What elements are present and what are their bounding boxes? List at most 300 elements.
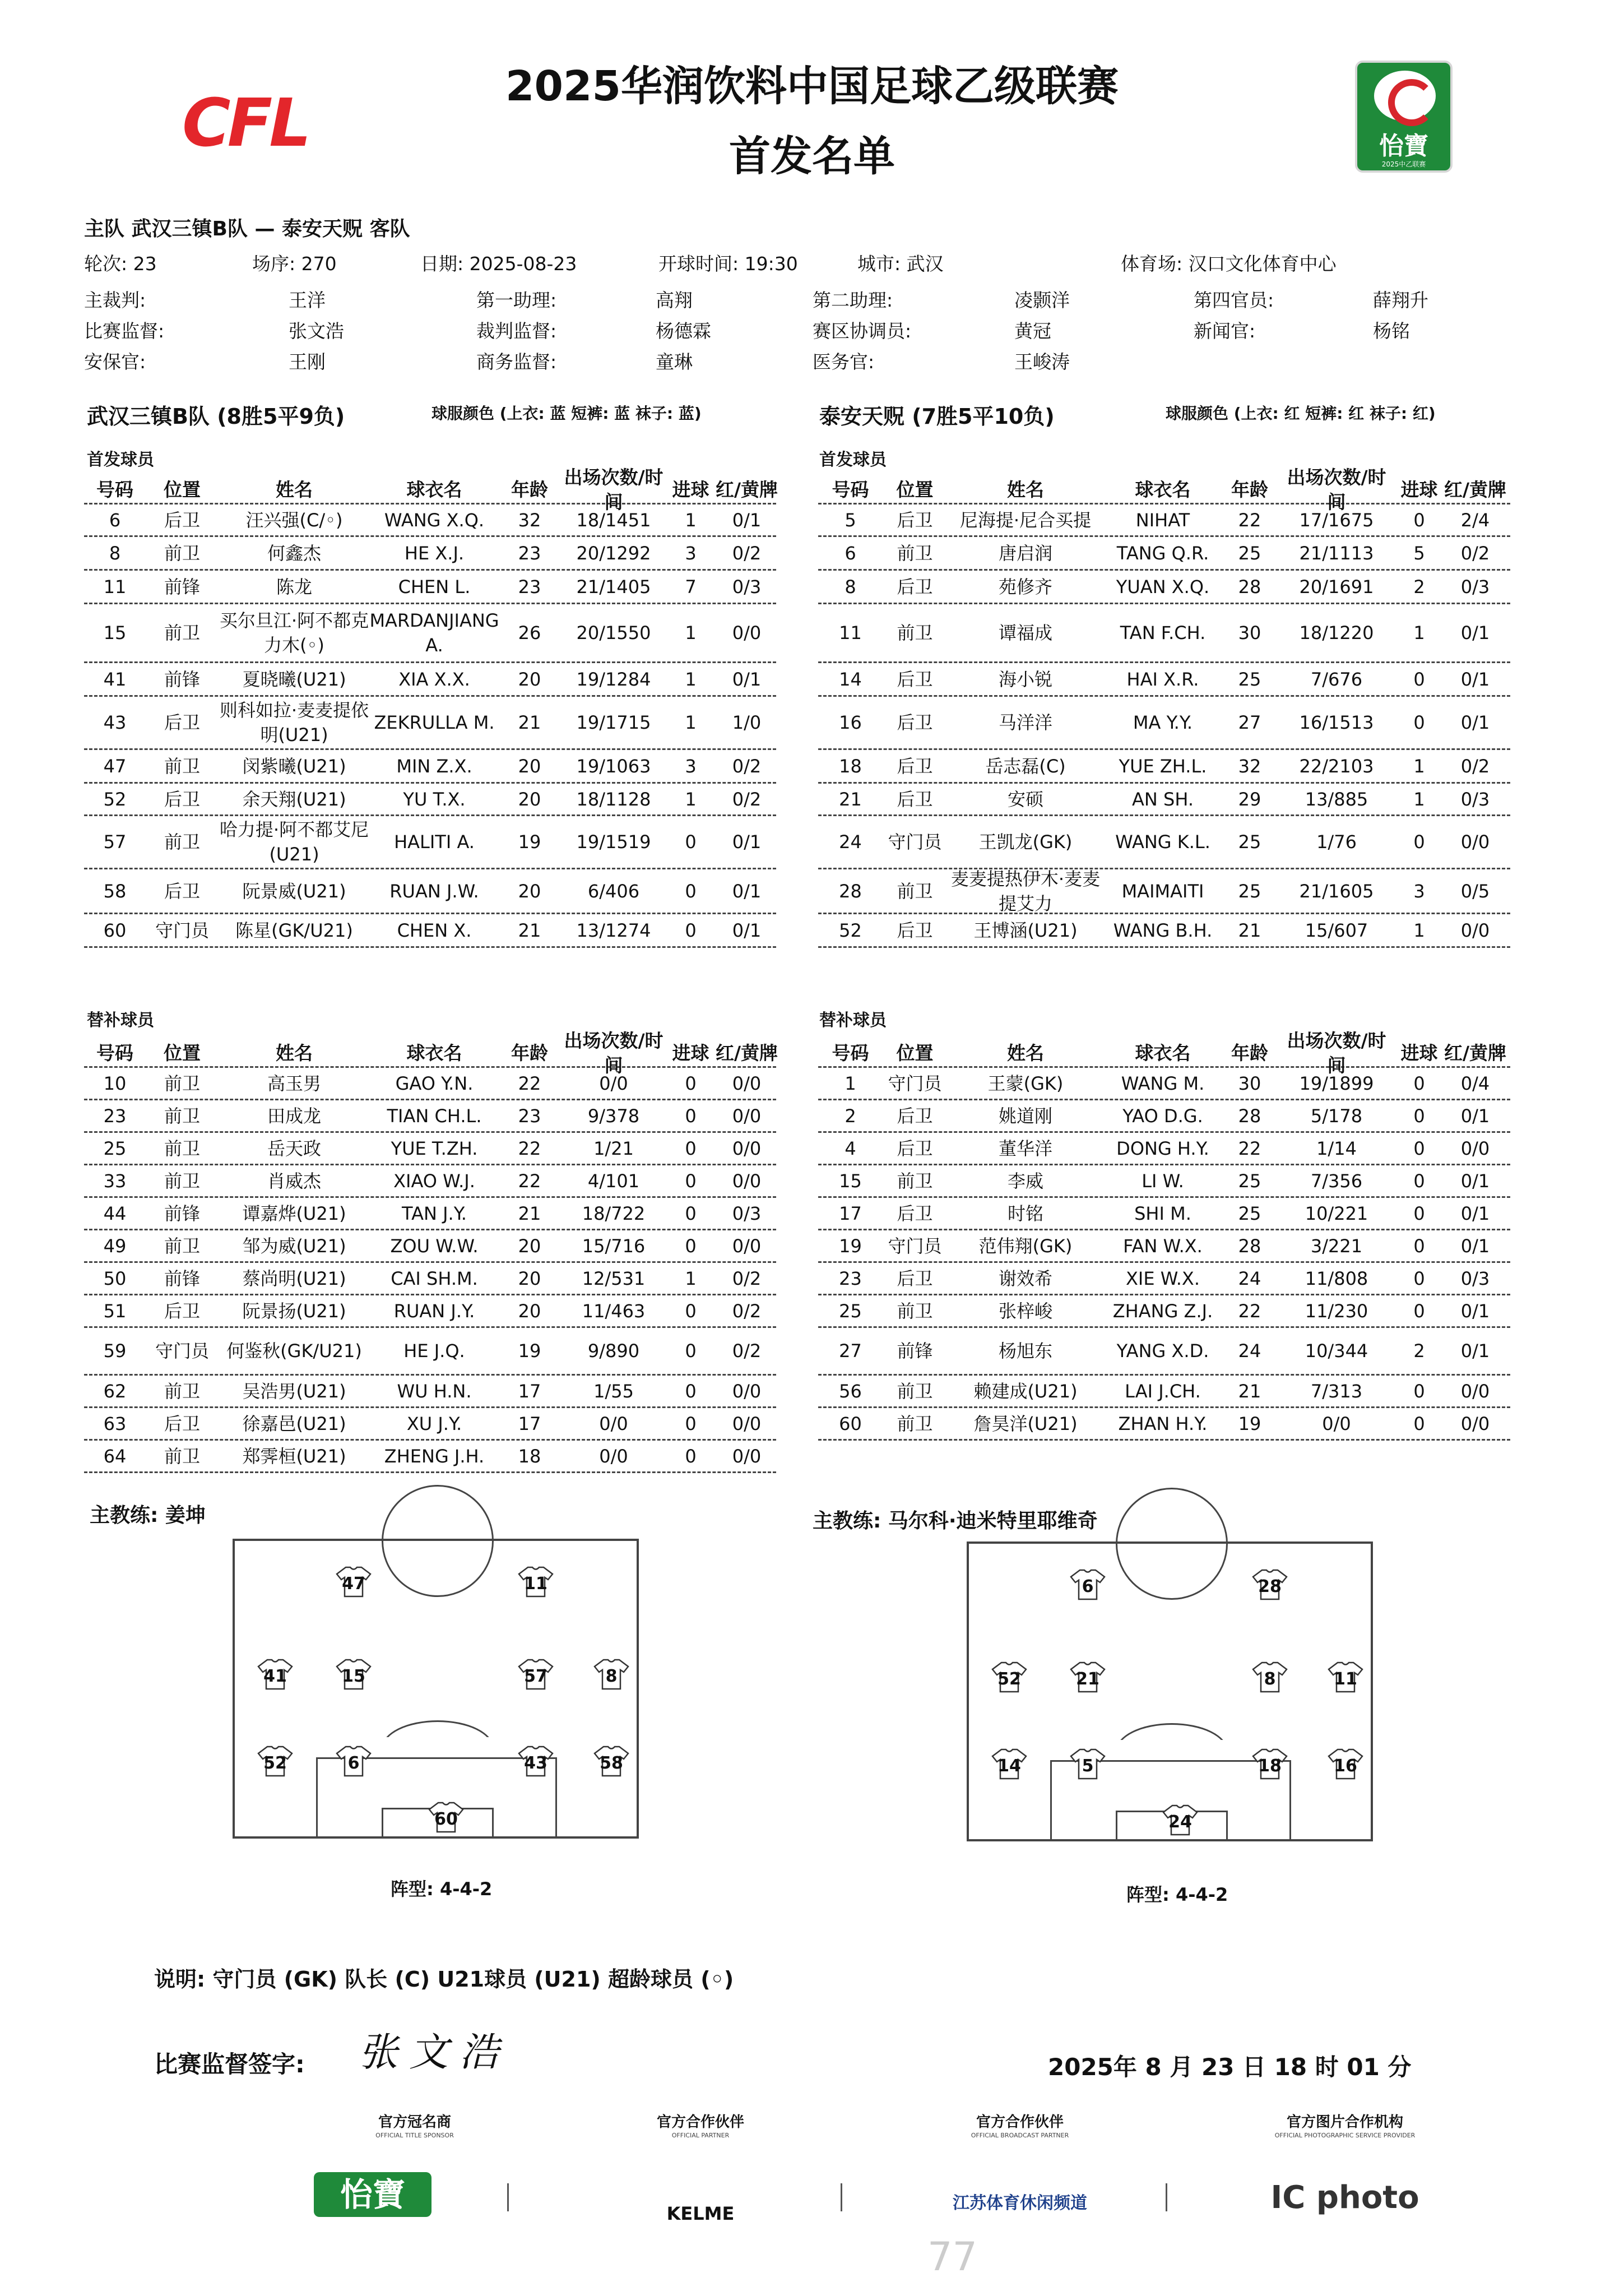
table-cell: 0/0 bbox=[1460, 919, 1490, 941]
table-cell: 21/1113 bbox=[1299, 542, 1374, 564]
table-header bbox=[818, 466, 1510, 513]
table-cell: 何鑫杰 bbox=[267, 542, 321, 564]
table-cell: 2/4 bbox=[1460, 509, 1490, 531]
table-cell: 19 bbox=[518, 1340, 541, 1362]
home-formation: 阵型: 4-4-2 bbox=[391, 1878, 493, 1900]
table-cell: 郑霁桓(U21) bbox=[242, 1445, 346, 1467]
table-cell: 18 bbox=[518, 1445, 541, 1467]
table-cell: 0/0 bbox=[732, 1413, 762, 1434]
column-header: 出场次数/时间 bbox=[1287, 466, 1386, 513]
table-cell: 5 bbox=[1413, 542, 1425, 564]
official-value: 杨德霖 bbox=[656, 320, 711, 342]
official-label: 裁判监督: bbox=[476, 320, 557, 342]
player-shirt-icon bbox=[1252, 1569, 1288, 1600]
column-header: 出场次数/时间 bbox=[564, 1029, 663, 1076]
table-cell: 前锋 bbox=[164, 576, 200, 598]
column-header: 红/黄牌 bbox=[715, 1041, 778, 1064]
table-cell: 56 bbox=[839, 1380, 862, 1402]
cfl-logo: CFL bbox=[182, 84, 308, 161]
info-item: 开球时间: 19:30 bbox=[658, 253, 798, 275]
table-cell: 20 bbox=[518, 1300, 541, 1322]
player-shirt-icon bbox=[991, 1748, 1027, 1780]
table-cell: 唐启润 bbox=[998, 542, 1052, 564]
table-cell: 20 bbox=[518, 1267, 541, 1289]
table-cell: 王凯龙(GK) bbox=[978, 831, 1073, 853]
table-cell: 52 bbox=[103, 788, 127, 810]
table-cell: 64 bbox=[103, 1445, 127, 1467]
player-number: 8 bbox=[1264, 1669, 1276, 1689]
table-cell: 10/221 bbox=[1305, 1202, 1368, 1224]
table-row bbox=[818, 1295, 1510, 1328]
table-cell: 17 bbox=[518, 1380, 541, 1402]
column-header: 出场次数/时间 bbox=[1287, 1029, 1386, 1076]
table-cell: MARDANJIANG A. bbox=[369, 610, 499, 656]
table-cell: 58 bbox=[103, 880, 127, 902]
table-cell: WANG M. bbox=[1121, 1072, 1205, 1094]
table-cell: 前卫 bbox=[164, 1235, 200, 1257]
table-cell: YUE ZH.L. bbox=[1119, 755, 1207, 777]
table-cell: 0/0 bbox=[1460, 1380, 1490, 1402]
table-cell: MIN Z.X. bbox=[396, 755, 472, 777]
official-value: 黄冠 bbox=[1014, 320, 1051, 342]
player-shirt-icon bbox=[257, 1659, 293, 1690]
column-header: 年龄 bbox=[511, 478, 548, 501]
yibao-mark-icon bbox=[1374, 71, 1436, 121]
table-cell: 0 bbox=[1413, 1267, 1425, 1289]
table-cell: AN SH. bbox=[1132, 788, 1194, 810]
table-cell: 7/356 bbox=[1310, 1170, 1363, 1192]
table-cell: ZHANG Z.J. bbox=[1112, 1300, 1213, 1322]
table-cell: 5 bbox=[845, 509, 856, 531]
table-row bbox=[818, 784, 1510, 816]
player-number: 8 bbox=[605, 1667, 618, 1686]
table-cell: 前卫 bbox=[897, 622, 933, 644]
table-cell: HE J.Q. bbox=[403, 1340, 465, 1362]
table-header bbox=[818, 1029, 1510, 1076]
table-cell: 9/378 bbox=[587, 1105, 640, 1127]
table-row bbox=[84, 537, 776, 571]
table-cell: 0/0 bbox=[1322, 1413, 1351, 1434]
table-cell: 15/716 bbox=[582, 1235, 646, 1257]
table-cell: 0/0 bbox=[732, 1380, 762, 1402]
sponsor-logo: 怡寶 2025中乙联赛 bbox=[1355, 61, 1453, 173]
table-cell: 43 bbox=[103, 712, 127, 733]
table-cell: 闵紫曦(U21) bbox=[242, 755, 346, 777]
column-header: 姓名 bbox=[1007, 478, 1044, 501]
table-cell: 0 bbox=[1413, 1170, 1425, 1192]
table-row bbox=[84, 750, 776, 784]
table-cell: CHEN X. bbox=[397, 919, 472, 941]
table-cell: 1 bbox=[685, 788, 697, 810]
table-row bbox=[84, 1165, 776, 1198]
table-cell: 0 bbox=[685, 1235, 697, 1257]
player-number: 24 bbox=[1168, 1812, 1192, 1832]
away-subs-label: 替补球员 bbox=[819, 1011, 887, 1030]
table-cell: 后卫 bbox=[897, 509, 933, 531]
table-cell: 20/1550 bbox=[576, 622, 651, 644]
sponsor-logo: KELME bbox=[666, 2203, 735, 2224]
table-row bbox=[818, 1328, 1510, 1376]
table-cell: 前卫 bbox=[164, 831, 200, 853]
table-cell: 0/1 bbox=[732, 509, 762, 531]
table-cell: 19/1519 bbox=[576, 831, 651, 853]
table-cell: 9/890 bbox=[587, 1340, 640, 1362]
player-shirt-icon bbox=[336, 1566, 372, 1598]
table-cell: 25 bbox=[1238, 1202, 1261, 1224]
table-row bbox=[818, 1133, 1510, 1165]
table-cell: 王蒙(GK) bbox=[987, 1072, 1064, 1094]
table-cell: 后卫 bbox=[897, 755, 933, 777]
table-cell: 2 bbox=[845, 1105, 856, 1127]
table-row bbox=[84, 1133, 776, 1165]
table-cell: 1/21 bbox=[593, 1137, 634, 1159]
official-value: 王洋 bbox=[289, 289, 326, 311]
player-number: 11 bbox=[1334, 1669, 1357, 1689]
table-cell: 6 bbox=[845, 542, 856, 564]
table-cell: 张梓峻 bbox=[998, 1300, 1052, 1322]
table-cell: 1/55 bbox=[593, 1380, 634, 1402]
divider bbox=[841, 2183, 842, 2211]
table-row bbox=[84, 914, 776, 948]
table-cell: 24 bbox=[1238, 1340, 1261, 1362]
table-cell: 19 bbox=[518, 831, 541, 853]
table-cell: GAO Y.N. bbox=[395, 1072, 474, 1094]
table-cell: 前卫 bbox=[897, 1380, 933, 1402]
table-row bbox=[84, 571, 776, 604]
table-cell: 11/808 bbox=[1305, 1267, 1368, 1289]
away-team-name: 泰安天贶 (7胜5平10负) bbox=[819, 404, 1055, 429]
table-row bbox=[818, 1068, 1510, 1100]
table-cell: TAN J.Y. bbox=[402, 1202, 467, 1224]
table-cell: 詹昊洋(U21) bbox=[973, 1413, 1078, 1434]
table-cell: 23 bbox=[518, 1105, 541, 1127]
table-cell: 1 bbox=[685, 622, 697, 644]
official-value: 王峻涛 bbox=[1014, 351, 1070, 373]
official-value: 王刚 bbox=[289, 351, 326, 373]
table-cell: 21 bbox=[518, 1202, 541, 1224]
table-cell: HAI X.R. bbox=[1126, 668, 1199, 690]
table-cell: 0/3 bbox=[732, 576, 762, 598]
column-header: 位置 bbox=[896, 1041, 934, 1064]
official-value: 凌颢洋 bbox=[1014, 289, 1070, 311]
player-shirt-icon bbox=[428, 1802, 464, 1833]
table-cell: 0/1 bbox=[732, 919, 762, 941]
player-number: 60 bbox=[434, 1809, 458, 1829]
table-cell: 3/221 bbox=[1310, 1235, 1363, 1257]
table-cell: 21 bbox=[1238, 919, 1261, 941]
table-row bbox=[84, 604, 776, 663]
table-cell: 范伟翔(GK) bbox=[978, 1235, 1073, 1257]
player-number: 15 bbox=[342, 1667, 365, 1686]
column-header: 进球 bbox=[672, 1041, 709, 1064]
column-header: 姓名 bbox=[1007, 1041, 1044, 1064]
table-cell: 田成龙 bbox=[267, 1105, 321, 1127]
sponsor-logo: 怡寶 bbox=[314, 2172, 431, 2217]
table-cell: 8 bbox=[845, 576, 856, 598]
table-cell: DONG H.Y. bbox=[1116, 1137, 1209, 1159]
table-cell: 前卫 bbox=[897, 1413, 933, 1434]
table-cell: 25 bbox=[1238, 831, 1261, 853]
player-number: 14 bbox=[997, 1756, 1021, 1776]
table-cell: 21/1405 bbox=[576, 576, 651, 598]
table-cell: 0/0 bbox=[732, 622, 762, 644]
match-line: 主队 武汉三镇B队 — 泰安天贶 客队 bbox=[84, 217, 410, 240]
table-cell: 17 bbox=[839, 1202, 862, 1224]
table-cell: 19/1899 bbox=[1299, 1072, 1374, 1094]
table-cell: 陈星(GK/U21) bbox=[235, 919, 353, 941]
table-cell: 0 bbox=[1413, 1137, 1425, 1159]
table-cell: 52 bbox=[839, 919, 862, 941]
table-cell: 14 bbox=[839, 668, 862, 690]
table-cell: 22 bbox=[518, 1137, 541, 1159]
table-cell: 0/3 bbox=[732, 1202, 762, 1224]
player-shirt-icon bbox=[1328, 1748, 1363, 1780]
table-cell: XU J.Y. bbox=[406, 1413, 462, 1434]
table-cell: 25 bbox=[1238, 542, 1261, 564]
player-number: 18 bbox=[1258, 1756, 1282, 1776]
table-cell: 0/1 bbox=[732, 668, 762, 690]
table-row bbox=[818, 914, 1510, 948]
table-cell: 22 bbox=[1238, 1300, 1261, 1322]
table-cell: 0/0 bbox=[732, 1235, 762, 1257]
table-cell: 前卫 bbox=[897, 542, 933, 564]
table-row bbox=[818, 1100, 1510, 1133]
table-cell: 后卫 bbox=[897, 1202, 933, 1224]
table-cell: 2 bbox=[1413, 1340, 1425, 1362]
table-cell: HE X.J. bbox=[404, 542, 465, 564]
table-cell: 后卫 bbox=[897, 712, 933, 733]
table-cell: 25 bbox=[103, 1137, 127, 1159]
table-cell: 1 bbox=[1413, 919, 1425, 941]
table-cell: 8 bbox=[109, 542, 121, 564]
table-cell: 后卫 bbox=[164, 712, 200, 733]
table-cell: 0/2 bbox=[732, 542, 762, 564]
player-number: 43 bbox=[524, 1753, 547, 1773]
table-cell: 22 bbox=[518, 1170, 541, 1192]
player-shirt-icon bbox=[1252, 1748, 1288, 1780]
table-cell: 1/0 bbox=[732, 712, 762, 733]
table-row bbox=[84, 697, 776, 750]
table-cell: 前卫 bbox=[897, 1300, 933, 1322]
table-cell: 前卫 bbox=[164, 1170, 200, 1192]
table-cell: 0 bbox=[1413, 1380, 1425, 1402]
table-cell: 5/178 bbox=[1310, 1105, 1363, 1127]
table-cell: WU H.N. bbox=[397, 1380, 472, 1402]
page-subtitle: 首发名单 bbox=[729, 132, 895, 180]
sponsor-heading: 官方冠名商 bbox=[378, 2114, 451, 2131]
table-cell: 1 bbox=[1413, 788, 1425, 810]
table-cell: 守门员 bbox=[888, 1072, 942, 1094]
column-header: 位置 bbox=[164, 1041, 201, 1064]
table-cell: 0/0 bbox=[1460, 1137, 1490, 1159]
column-header: 红/黄牌 bbox=[1444, 478, 1507, 501]
column-header: 进球 bbox=[1400, 1041, 1438, 1064]
table-cell: 11 bbox=[839, 622, 862, 644]
table-cell: YU T.X. bbox=[403, 788, 466, 810]
table-cell: 28 bbox=[839, 880, 862, 902]
table-cell: SHI M. bbox=[1134, 1202, 1191, 1224]
table-cell: 33 bbox=[103, 1170, 127, 1192]
table-cell: 0 bbox=[1413, 1202, 1425, 1224]
table-cell: 18/722 bbox=[582, 1202, 646, 1224]
table-row bbox=[84, 1100, 776, 1133]
table-cell: 1/14 bbox=[1316, 1137, 1357, 1159]
table-cell: 22/2103 bbox=[1299, 755, 1374, 777]
table-cell: 前卫 bbox=[164, 1445, 200, 1467]
table-cell: YANG X.D. bbox=[1116, 1340, 1209, 1362]
table-cell: 买尔旦江·阿不都克力木(◦) bbox=[219, 610, 369, 656]
table-cell: 守门员 bbox=[888, 831, 942, 853]
table-cell: 赖建成(U21) bbox=[973, 1380, 1078, 1402]
table-cell: 0/1 bbox=[1460, 1235, 1490, 1257]
table-cell: MA Y.Y. bbox=[1133, 712, 1193, 733]
table-row bbox=[818, 816, 1510, 869]
table-cell: 25 bbox=[1238, 880, 1261, 902]
table-cell: 28 bbox=[1238, 1105, 1261, 1127]
table-cell: 徐嘉邑(U21) bbox=[242, 1413, 346, 1434]
table-cell: 0/0 bbox=[732, 1445, 762, 1467]
table-cell: 23 bbox=[518, 542, 541, 564]
table-cell: 30 bbox=[1238, 1072, 1261, 1094]
table-cell: XIA X.X. bbox=[398, 668, 470, 690]
table-cell: 63 bbox=[103, 1413, 127, 1434]
column-header: 红/黄牌 bbox=[715, 478, 778, 501]
info-item: 城市: 武汉 bbox=[857, 253, 944, 275]
table-cell: 19/1063 bbox=[576, 755, 651, 777]
table-row bbox=[84, 1230, 776, 1263]
table-cell: 0/0 bbox=[732, 1170, 762, 1192]
signature-label: 比赛监督签字: bbox=[154, 2050, 305, 2078]
table-cell: 1 bbox=[845, 1072, 856, 1094]
table-cell: 后卫 bbox=[164, 1413, 200, 1434]
home-subs-label: 替补球员 bbox=[87, 1011, 154, 1030]
table-cell: 苑修齐 bbox=[998, 576, 1052, 598]
table-row bbox=[84, 1376, 776, 1408]
table-cell: 10/344 bbox=[1305, 1340, 1368, 1362]
table-cell: 15 bbox=[839, 1170, 862, 1192]
table-cell: 前锋 bbox=[164, 1267, 200, 1289]
table-cell: 0/0 bbox=[732, 1105, 762, 1127]
table-cell: 0 bbox=[1413, 668, 1425, 690]
table-cell: 守门员 bbox=[155, 1340, 209, 1362]
table-cell: 阮景威(U21) bbox=[242, 880, 346, 902]
table-cell: 21 bbox=[518, 919, 541, 941]
table-cell: 49 bbox=[103, 1235, 127, 1257]
table-cell: 0 bbox=[1413, 1105, 1425, 1127]
table-cell: 7/676 bbox=[1310, 668, 1363, 690]
table-cell: 0/2 bbox=[732, 1340, 762, 1362]
table-cell: 25 bbox=[1238, 1170, 1261, 1192]
player-number: 52 bbox=[263, 1753, 287, 1773]
table-row bbox=[818, 504, 1510, 537]
table-cell: 25 bbox=[839, 1300, 862, 1322]
table-cell: 20 bbox=[518, 880, 541, 902]
table-row bbox=[818, 1376, 1510, 1408]
table-cell: 0/0 bbox=[732, 1072, 762, 1094]
table-cell: 守门员 bbox=[888, 1235, 942, 1257]
official-label: 安保官: bbox=[84, 351, 146, 373]
table-cell: ZHENG J.H. bbox=[384, 1445, 485, 1467]
player-shirt-icon bbox=[593, 1746, 629, 1777]
table-cell: 1 bbox=[685, 509, 697, 531]
table-cell: WANG K.L. bbox=[1115, 831, 1210, 853]
official-label: 赛区协调员: bbox=[813, 320, 912, 342]
table-cell: 0/2 bbox=[732, 755, 762, 777]
table-cell: 18/1220 bbox=[1299, 622, 1374, 644]
table-cell: NIHAT bbox=[1135, 509, 1190, 531]
table-row bbox=[818, 1230, 1510, 1263]
official-value: 高翔 bbox=[656, 289, 693, 311]
table-cell: 0/3 bbox=[1460, 788, 1490, 810]
table-cell: 11 bbox=[103, 576, 127, 598]
table-cell: 1 bbox=[1413, 622, 1425, 644]
table-cell: LAI J.CH. bbox=[1125, 1380, 1201, 1402]
table-cell: XIE W.X. bbox=[1126, 1267, 1200, 1289]
official-label: 医务官: bbox=[813, 351, 875, 373]
table-cell: 22 bbox=[1238, 1137, 1261, 1159]
column-header: 进球 bbox=[1400, 478, 1438, 501]
table-cell: 25 bbox=[1238, 668, 1261, 690]
table-cell: 后卫 bbox=[897, 919, 933, 941]
table-cell: 麦麦提热伊木·麦麦提艾力 bbox=[950, 868, 1101, 914]
home-coach: 主教练: 姜坤 bbox=[90, 1504, 206, 1527]
table-cell: 23 bbox=[103, 1105, 127, 1127]
official-label: 商务监督: bbox=[476, 351, 557, 373]
table-cell: 海小锐 bbox=[998, 668, 1052, 690]
table-cell: 28 bbox=[1238, 576, 1261, 598]
official-value: 张文浩 bbox=[289, 320, 344, 342]
table-cell: CAI SH.M. bbox=[391, 1267, 478, 1289]
table-cell: 6/406 bbox=[587, 880, 640, 902]
table-cell: 1/76 bbox=[1316, 831, 1357, 853]
table-cell: 0/1 bbox=[1460, 1170, 1490, 1192]
table-row bbox=[84, 1068, 776, 1100]
table-cell: 王博涵(U21) bbox=[973, 919, 1078, 941]
table-row bbox=[84, 663, 776, 697]
sponsor-subheading: OFFICIAL PARTNER bbox=[671, 2132, 730, 2139]
table-cell: 守门员 bbox=[155, 919, 209, 941]
player-shirt-icon bbox=[257, 1746, 293, 1777]
legend-note: 说明: 守门员 (GK) 队长 (C) U21球员 (U21) 超龄球员 (◦) bbox=[154, 1967, 734, 1992]
table-row bbox=[84, 1441, 776, 1473]
table-cell: 0 bbox=[685, 1445, 697, 1467]
table-cell: HALITI A. bbox=[394, 831, 475, 853]
player-number: 52 bbox=[997, 1669, 1021, 1689]
table-cell: 肖威杰 bbox=[267, 1170, 321, 1192]
table-cell: 前卫 bbox=[164, 1072, 200, 1094]
table-cell: YAO D.G. bbox=[1122, 1105, 1203, 1127]
table-cell: 后卫 bbox=[897, 1105, 933, 1127]
player-number: 6 bbox=[1082, 1577, 1094, 1596]
sponsor-heading: 官方合作伙伴 bbox=[976, 2114, 1064, 2131]
column-header: 红/黄牌 bbox=[1444, 1041, 1507, 1064]
table-cell: 0/0 bbox=[599, 1445, 628, 1467]
table-row bbox=[818, 604, 1510, 663]
table-header bbox=[84, 1029, 778, 1076]
table-cell: 2 bbox=[1413, 576, 1425, 598]
table-row bbox=[84, 1295, 776, 1328]
table-cell: 0 bbox=[1413, 1072, 1425, 1094]
table-cell: 3 bbox=[1413, 880, 1425, 902]
table-cell: 10 bbox=[103, 1072, 127, 1094]
official-value: 杨铭 bbox=[1373, 320, 1410, 342]
table-cell: 何鉴秋(GK/U21) bbox=[226, 1340, 362, 1362]
table-cell: 后卫 bbox=[164, 509, 200, 531]
table-cell: 0 bbox=[685, 919, 697, 941]
table-cell: 高玉男 bbox=[267, 1072, 321, 1094]
table-cell: 前卫 bbox=[897, 1170, 933, 1192]
player-number: 47 bbox=[342, 1574, 365, 1594]
